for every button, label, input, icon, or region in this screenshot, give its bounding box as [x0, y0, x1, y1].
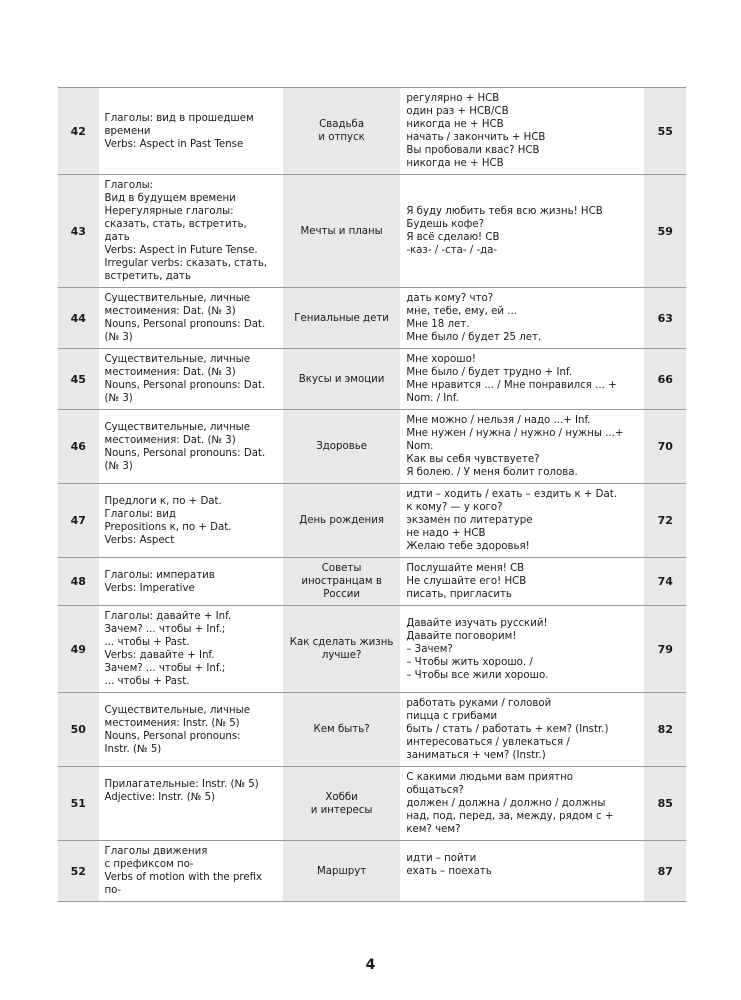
table-row [58, 288, 686, 349]
topic-cell: Хобби и интересы [283, 767, 400, 841]
contents-table-body [58, 88, 686, 902]
topic-cell: Мечты и планы [283, 175, 400, 288]
page-number: 4 [365, 957, 376, 973]
lesson-number: 42 [58, 88, 99, 175]
lesson-number: 47 [58, 484, 99, 558]
examples-cell: Давайте изучать русский! Давайте поговорим! – Зачем? – Чтобы жить хорошо. / – Чтобы все жили хорошо. [400, 606, 644, 693]
table-row [58, 558, 686, 606]
table-row [58, 767, 686, 841]
topic-cell: Свадьба и отпуск [283, 88, 400, 175]
examples-cell: дать кому? что? мне, тебе, ему, ей ... Мне 18 лет. Мне было / будет 25 лет. [400, 288, 644, 349]
grammar-cell: Существительные, личные местоимения: Instr. (№ 5) Nouns, Personal pronouns: Instr. (№ 5) [99, 693, 283, 767]
grammar-cell: Глаголы движения с префиксом по- Verbs of motion with the prefix по- [99, 841, 283, 902]
topic-cell: Маршрут [283, 841, 400, 902]
page-ref: 79 [644, 606, 686, 693]
examples-cell: Мне можно / нельзя / надо ...+ Inf. Мне нужен / нужна / нужно / нужны ...+ Nom. Как вы себя чувствуете? Я болею. / У меня болит голова. [400, 410, 644, 484]
examples-cell: работать руками / головой пицца с грибами быть / стать / работать + кем? (Instr.) интересоваться / увлекаться / заниматься + чем? (Instr.) [400, 693, 644, 767]
table-row [58, 693, 686, 767]
topic-cell: Кем быть? [283, 693, 400, 767]
table-row [58, 606, 686, 693]
examples-cell: регулярно + НСВ один раз + НСВ/СВ никогда не + НСВ начать / закончить + НСВ Вы пробовали квас? НСВ никогда не + НСВ [400, 88, 644, 175]
lesson-number: 48 [58, 558, 99, 606]
lesson-number: 52 [58, 841, 99, 902]
grammar-cell: Прилагательные: Instr. (№ 5) Adjective: Instr. (№ 5) [99, 767, 283, 841]
topic-cell: Здоровье [283, 410, 400, 484]
lesson-number: 50 [58, 693, 99, 767]
grammar-cell: Глаголы: императив Verbs: Imperative [99, 558, 283, 606]
page-ref: 66 [644, 349, 686, 410]
contents-table [58, 87, 686, 902]
page-ref: 70 [644, 410, 686, 484]
grammar-cell: Глаголы: давайте + Inf. Зачем? ... чтобы + Inf.; ... чтобы + Past. Verbs: давайте + Inf. Зачем? ... чтобы + Inf.; ... чтобы + Past. [99, 606, 283, 693]
grammar-cell: Существительные, личные местоимения: Dat. (№ 3) Nouns, Personal pronouns: Dat. (№ 3) [99, 349, 283, 410]
table-row [58, 484, 686, 558]
topic-cell: Вкусы и эмоции [283, 349, 400, 410]
grammar-cell: Существительные, личные местоимения: Dat. (№ 3) Nouns, Personal pronouns: Dat. (№ 3) [99, 410, 283, 484]
page-ref: 82 [644, 693, 686, 767]
grammar-cell: Глаголы: Вид в будущем времени Нерегулярные глаголы: сказать, стать, встретить, дать Verbs: Aspect in Future Tense. Irregular verbs: сказать, стать, встретить, дать [99, 175, 283, 288]
table-row [58, 349, 686, 410]
table-row [58, 841, 686, 902]
grammar-cell: Существительные, личные местоимения: Dat. (№ 3) Nouns, Personal pronouns: Dat. (№ 3) [99, 288, 283, 349]
page-ref: 85 [644, 767, 686, 841]
examples-cell: С какими людьми вам приятно общаться? должен / должна / должно / должны над, под, перед, за, между, рядом с + кем? чем? [400, 767, 644, 841]
examples-cell: Послушайте меня! СВ Не слушайте его! НСВ писать, пригласить [400, 558, 644, 606]
page-ref: 72 [644, 484, 686, 558]
examples-cell: Мне хорошо! Мне было / будет трудно + Inf. Мне нравится ... / Мне понравился ... + Nom. / Inf. [400, 349, 644, 410]
topic-cell: Советы иностранцам в России [283, 558, 400, 606]
lesson-number: 51 [58, 767, 99, 841]
topic-cell: День рождения [283, 484, 400, 558]
table-row [58, 175, 686, 288]
table-row [58, 410, 686, 484]
examples-cell: Я буду любить тебя всю жизнь! НСВ Будешь кофе? Я всё сделаю! СВ -каз- / -ста- / -да- [400, 175, 644, 288]
lesson-number: 45 [58, 349, 99, 410]
page-ref: 55 [644, 88, 686, 175]
grammar-cell: Предлоги к, по + Dat. Глаголы: вид Prepositions к, по + Dat. Verbs: Aspect [99, 484, 283, 558]
lesson-number: 46 [58, 410, 99, 484]
examples-cell: идти – ходить / ехать – ездить к + Dat. к кому? — у кого? экзамен по литературе не надо + НСВ Желаю тебе здоровья! [400, 484, 644, 558]
table-row [58, 88, 686, 175]
page-ref: 63 [644, 288, 686, 349]
grammar-cell: Глаголы: вид в прошедшем времени Verbs: Aspect in Past Tense [99, 88, 283, 175]
page-ref: 59 [644, 175, 686, 288]
topic-cell: Как сделать жизнь лучше? [283, 606, 400, 693]
topic-cell: Гениальные дети [283, 288, 400, 349]
page-ref: 87 [644, 841, 686, 902]
page-ref: 74 [644, 558, 686, 606]
lesson-number: 49 [58, 606, 99, 693]
examples-cell: идти – пойти ехать – поехать [400, 841, 644, 902]
lesson-number: 43 [58, 175, 99, 288]
lesson-number: 44 [58, 288, 99, 349]
